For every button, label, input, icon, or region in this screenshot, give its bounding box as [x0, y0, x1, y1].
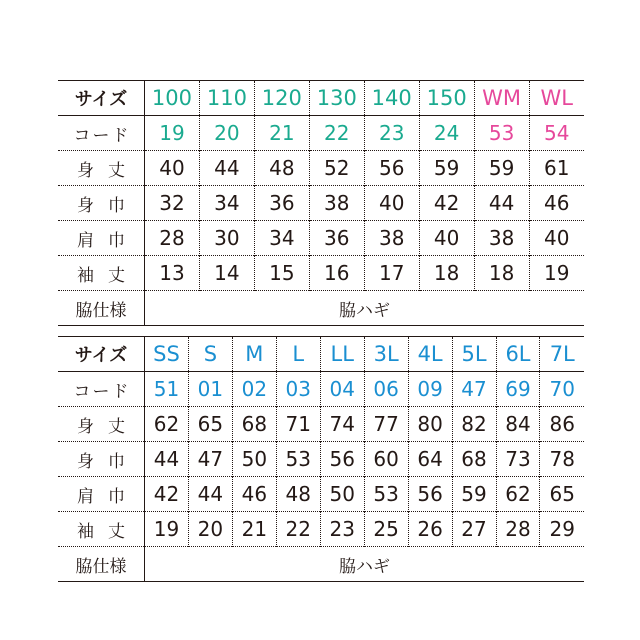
kids-code-cell: 20	[199, 116, 254, 151]
adult-code-cell: 01	[188, 372, 232, 407]
adult-code-cell: 04	[320, 372, 364, 407]
adult-size-table	[58, 336, 584, 582]
kids-sleeve-length-row	[58, 256, 584, 291]
kids-shoulder-cell: 38	[474, 221, 529, 256]
adult-shoulder-cell: 44	[188, 477, 232, 512]
kids-sleeve-cell: 14	[199, 256, 254, 291]
adult-body-length-row	[58, 407, 584, 442]
kids-sleeve-cell: 16	[309, 256, 364, 291]
adult-body-length-cell: 82	[452, 407, 496, 442]
kids-side-seam-value: 脇ハギ	[339, 300, 390, 321]
kids-body-length-cell: 61	[529, 151, 584, 186]
kids-size-cell: 130	[309, 81, 364, 116]
adult-body-width-cell: 44	[153, 447, 180, 471]
kids-size-cell: WM	[474, 81, 529, 116]
adult-body-width-cell: 47	[188, 442, 232, 477]
kids-shoulder-cell: 34	[254, 221, 309, 256]
kids-code-cell: 19	[159, 121, 185, 145]
row-label-code: コード	[58, 372, 145, 407]
kids-shoulder-cell: 36	[309, 221, 364, 256]
adult-side-seam-row	[58, 547, 584, 582]
kids-shoulder-cell: 28	[159, 226, 185, 250]
row-label-shoulder: 肩巾	[58, 477, 145, 512]
kids-body-width-cell: 44	[474, 186, 529, 221]
row-label-side-seam: 脇仕様	[58, 547, 145, 582]
kids-code-cell: 54	[529, 116, 584, 151]
row-label-shoulder: 肩巾	[58, 221, 145, 256]
kids-code-cell: 21	[254, 116, 309, 151]
kids-body-length-cell: 59	[474, 151, 529, 186]
kids-size-cell: 140	[364, 81, 419, 116]
kids-shoulder-width-row	[58, 221, 584, 256]
kids-code-cell: 24	[419, 116, 474, 151]
adult-size-cell: 5L	[452, 337, 496, 372]
adult-body-width-cell: 68	[452, 442, 496, 477]
adult-sleeve-cell: 22	[276, 512, 320, 547]
adult-size-cell: 4L	[408, 337, 452, 372]
adult-shoulder-cell: 62	[496, 477, 540, 512]
kids-shoulder-cell: 30	[199, 221, 254, 256]
kids-body-length-cell: 48	[254, 151, 309, 186]
adult-body-length-cell: 74	[320, 407, 364, 442]
adult-shoulder-cell: 53	[364, 477, 408, 512]
adult-body-width-cell: 50	[232, 442, 276, 477]
adult-shoulder-cell: 46	[232, 477, 276, 512]
row-label-body-length: 身丈	[58, 151, 145, 186]
row-label-side-seam: 脇仕様	[58, 291, 145, 326]
adult-body-length-cell: 84	[496, 407, 540, 442]
adult-sleeve-cell: 23	[320, 512, 364, 547]
adult-body-width-row	[58, 442, 584, 477]
kids-body-length-cell: 40	[159, 156, 185, 180]
kids-size-cell: WL	[529, 81, 584, 116]
adult-shoulder-cell: 48	[276, 477, 320, 512]
kids-body-width-cell: 32	[159, 191, 185, 215]
kids-body-width-cell: 40	[364, 186, 419, 221]
kids-body-length-row	[58, 151, 584, 186]
adult-body-width-cell: 60	[364, 442, 408, 477]
kids-body-length-cell: 44	[199, 151, 254, 186]
adult-sleeve-cell: 27	[452, 512, 496, 547]
adult-body-length-cell: 68	[232, 407, 276, 442]
adult-body-width-cell: 53	[276, 442, 320, 477]
adult-code-cell: 70	[540, 372, 584, 407]
adult-sleeve-cell: 25	[364, 512, 408, 547]
row-label-body-width: 身巾	[58, 186, 145, 221]
adult-sleeve-cell: 21	[232, 512, 276, 547]
adult-size-cell: LL	[320, 337, 364, 372]
kids-side-seam-row	[58, 291, 584, 326]
adult-size-cell: SS	[153, 342, 180, 366]
adult-size-row	[58, 337, 584, 372]
kids-sleeve-cell: 18	[474, 256, 529, 291]
adult-size-cell: 6L	[496, 337, 540, 372]
kids-body-width-cell: 38	[309, 186, 364, 221]
adult-code-cell: 06	[364, 372, 408, 407]
adult-shoulder-cell: 50	[320, 477, 364, 512]
adult-code-cell: 69	[496, 372, 540, 407]
kids-size-cell: 100	[151, 86, 193, 110]
adult-sleeve-cell: 26	[408, 512, 452, 547]
adult-shoulder-cell: 65	[540, 477, 584, 512]
kids-body-length-cell: 56	[364, 151, 419, 186]
kids-body-length-cell: 59	[419, 151, 474, 186]
adult-body-length-cell: 77	[364, 407, 408, 442]
adult-body-length-cell: 65	[188, 407, 232, 442]
kids-code-row	[58, 116, 584, 151]
kids-body-width-cell: 46	[529, 186, 584, 221]
adult-code-cell: 51	[153, 377, 180, 401]
adult-code-cell: 03	[276, 372, 320, 407]
adult-body-width-cell: 64	[408, 442, 452, 477]
row-label-size: サイズ	[58, 337, 145, 372]
adult-sleeve-cell: 28	[496, 512, 540, 547]
adult-code-cell: 09	[408, 372, 452, 407]
kids-body-width-row	[58, 186, 584, 221]
adult-sleeve-cell: 29	[540, 512, 584, 547]
adult-code-cell: 02	[232, 372, 276, 407]
adult-shoulder-cell: 42	[153, 482, 180, 506]
adult-body-length-cell: 80	[408, 407, 452, 442]
kids-sleeve-cell: 18	[419, 256, 474, 291]
adult-size-cell: L	[276, 337, 320, 372]
kids-code-cell: 23	[364, 116, 419, 151]
kids-body-width-cell: 36	[254, 186, 309, 221]
row-label-body-length: 身丈	[58, 407, 145, 442]
kids-size-row	[58, 81, 584, 116]
kids-size-table	[58, 80, 584, 326]
adult-body-width-cell: 56	[320, 442, 364, 477]
kids-body-length-cell: 52	[309, 151, 364, 186]
row-label-sleeve: 袖丈	[58, 512, 145, 547]
adult-sleeve-cell: 19	[153, 517, 180, 541]
adult-body-length-cell: 71	[276, 407, 320, 442]
adult-size-cell: S	[188, 337, 232, 372]
kids-size-cell: 110	[199, 81, 254, 116]
adult-sleeve-cell: 20	[188, 512, 232, 547]
kids-shoulder-cell: 40	[529, 221, 584, 256]
adult-shoulder-width-row	[58, 477, 584, 512]
adult-code-cell: 47	[452, 372, 496, 407]
kids-sleeve-cell: 19	[529, 256, 584, 291]
adult-body-width-cell: 78	[540, 442, 584, 477]
kids-size-cell: 150	[419, 81, 474, 116]
adult-size-cell: M	[232, 337, 276, 372]
kids-size-cell: 120	[254, 81, 309, 116]
kids-body-width-cell: 42	[419, 186, 474, 221]
kids-code-cell: 53	[474, 116, 529, 151]
kids-sleeve-cell: 17	[364, 256, 419, 291]
kids-sleeve-cell: 13	[159, 261, 185, 285]
adult-size-cell: 7L	[540, 337, 584, 372]
adult-body-length-cell: 62	[153, 412, 180, 436]
kids-shoulder-cell: 38	[364, 221, 419, 256]
adult-shoulder-cell: 59	[452, 477, 496, 512]
kids-shoulder-cell: 40	[419, 221, 474, 256]
adult-sleeve-length-row	[58, 512, 584, 547]
row-label-size: サイズ	[58, 81, 145, 116]
adult-code-row	[58, 372, 584, 407]
adult-body-length-cell: 86	[540, 407, 584, 442]
row-label-sleeve: 袖丈	[58, 256, 145, 291]
kids-sleeve-cell: 15	[254, 256, 309, 291]
adult-shoulder-cell: 56	[408, 477, 452, 512]
kids-body-width-cell: 34	[199, 186, 254, 221]
adult-size-cell: 3L	[364, 337, 408, 372]
adult-side-seam-value: 脇ハギ	[339, 556, 390, 577]
row-label-code: コード	[58, 116, 145, 151]
kids-code-cell: 22	[309, 116, 364, 151]
row-label-body-width: 身巾	[58, 442, 145, 477]
adult-body-width-cell: 73	[496, 442, 540, 477]
